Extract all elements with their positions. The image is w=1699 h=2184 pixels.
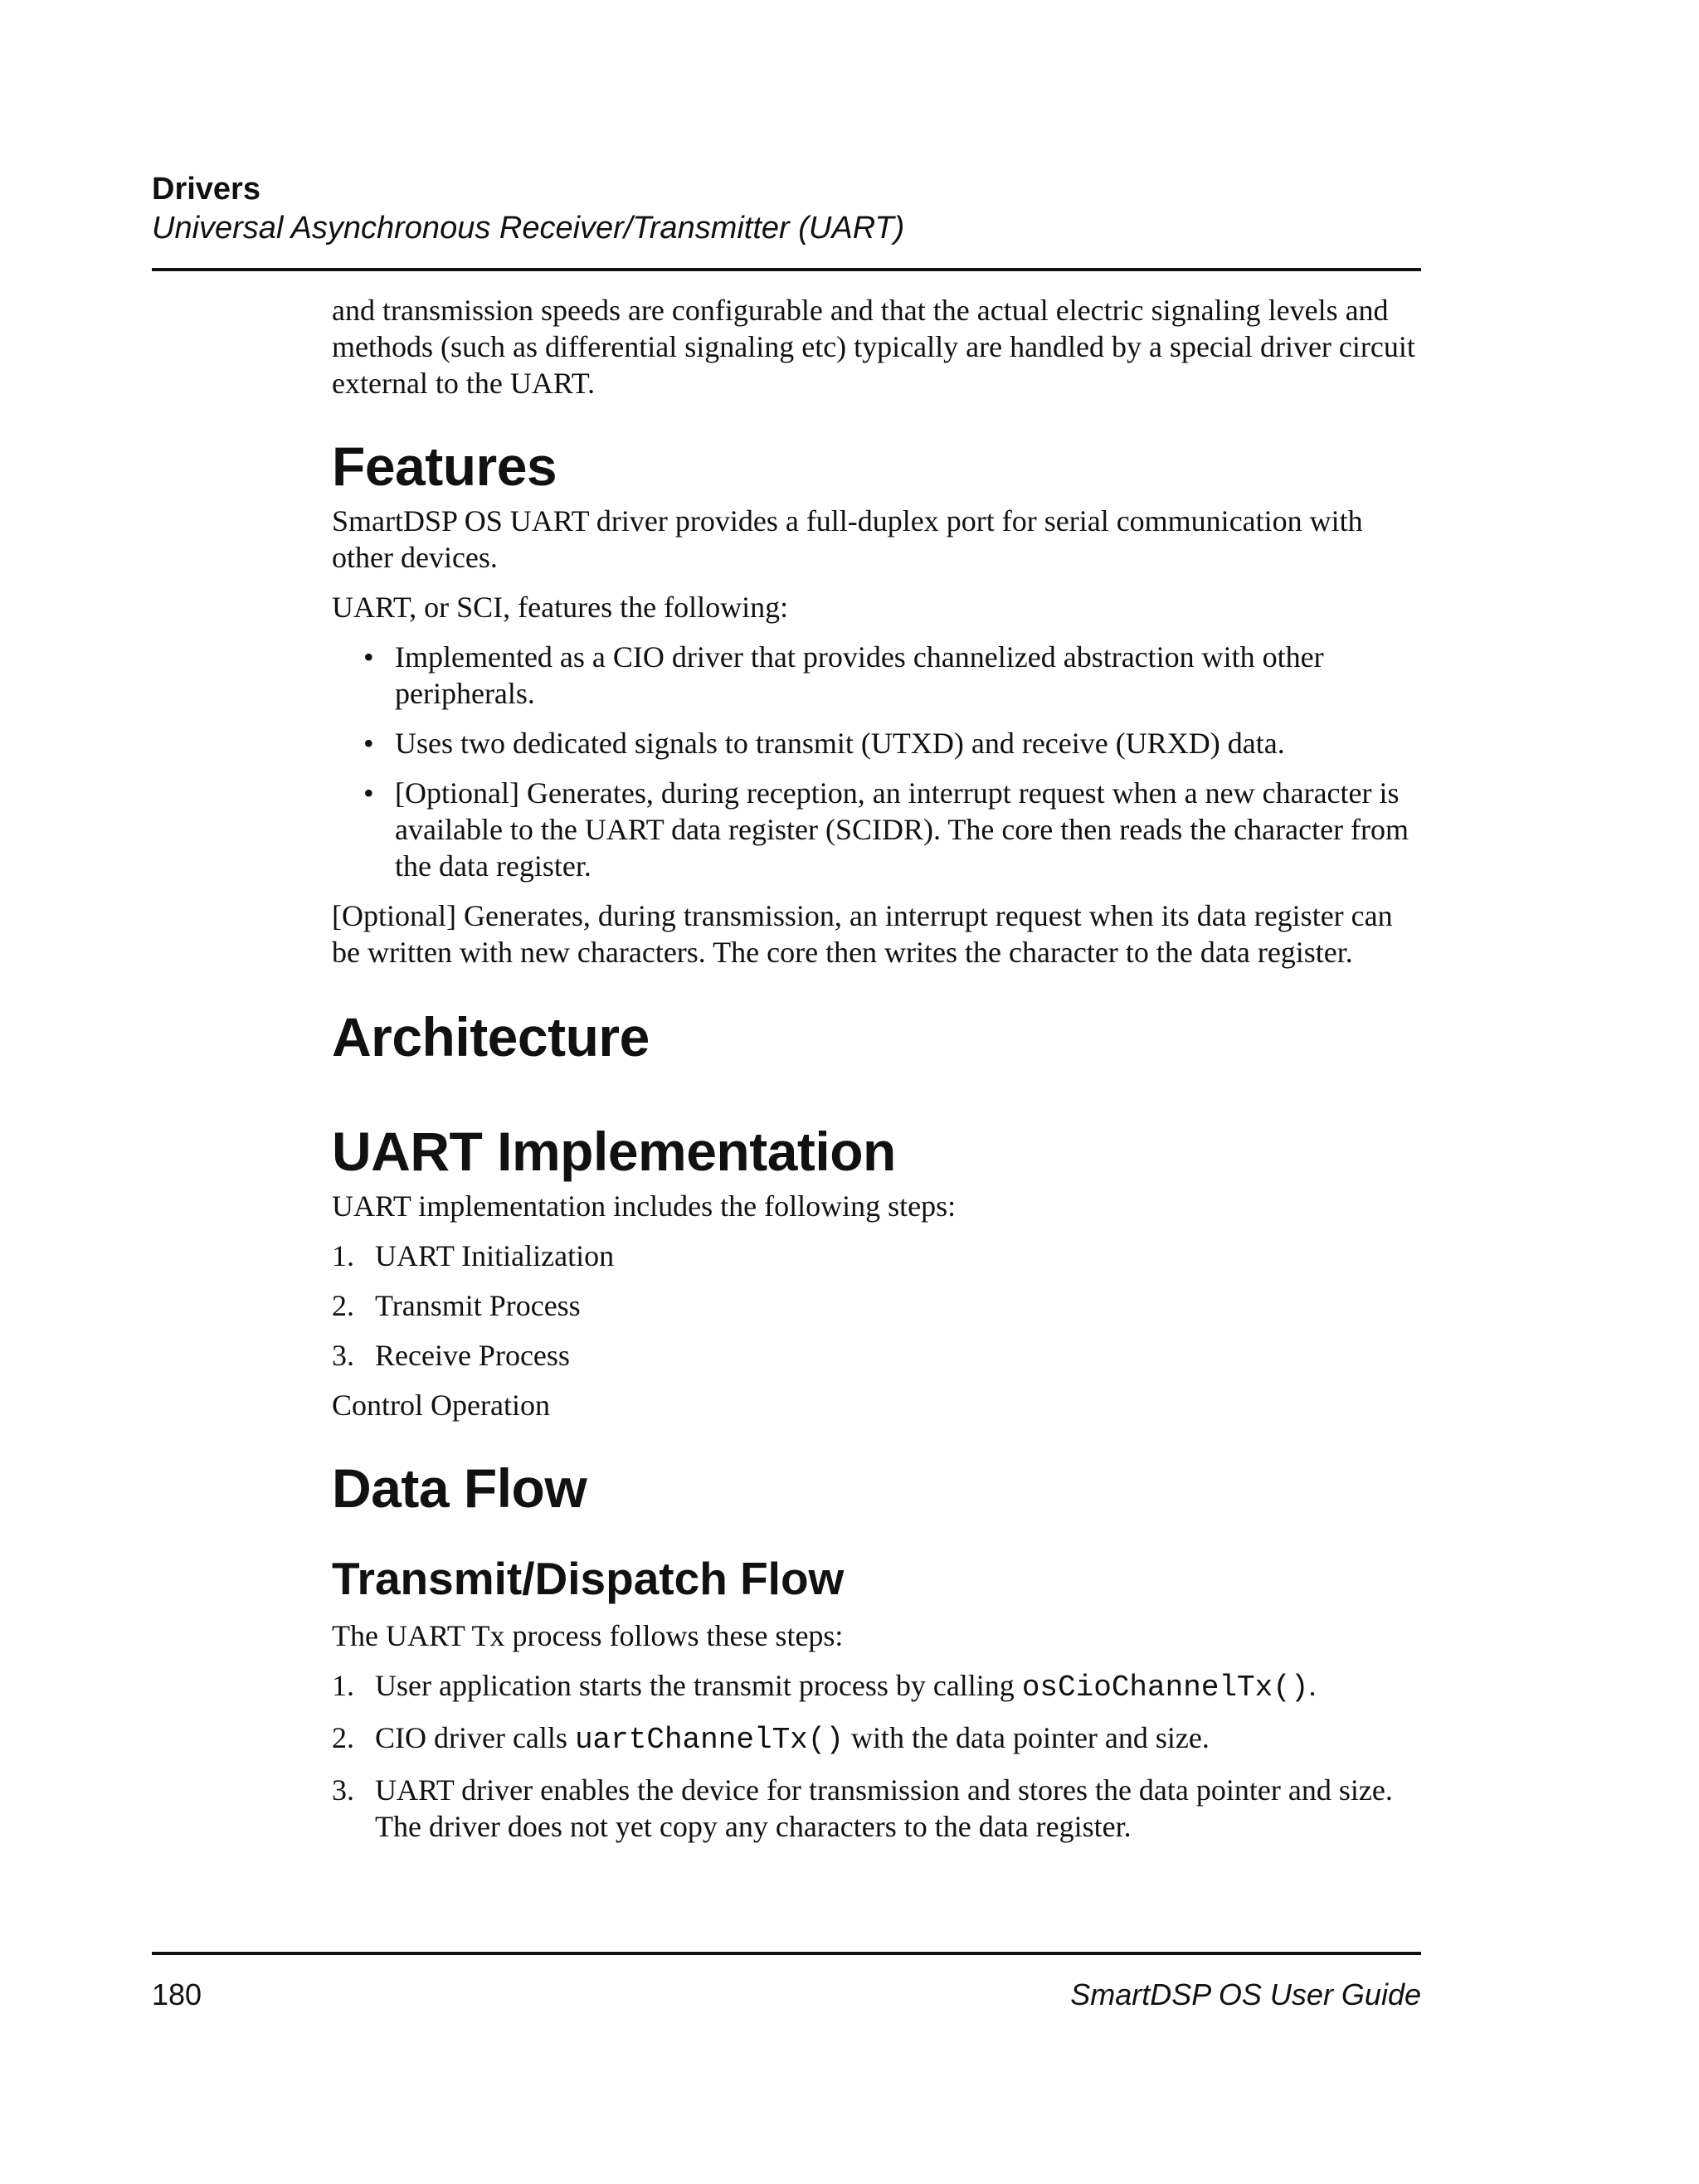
bullet-icon: •	[363, 727, 374, 760]
step-number: 3.	[332, 1773, 354, 1807]
features-paragraph-2: UART, or SCI, features the following:	[332, 591, 789, 624]
bullet-text: [Optional] Generates, during reception, an interrupt request when a new character is available to the UART data register (SCIDR). The core then reads the character from the data register.	[395, 776, 1409, 883]
body-column	[332, 292, 1427, 1845]
page-number: 180	[152, 1977, 202, 2011]
architecture-heading: Architecture	[332, 1006, 650, 1068]
list-item	[332, 1287, 1427, 1324]
guide-title: SmartDSP OS User Guide	[1070, 1977, 1421, 2011]
bullet-icon: •	[363, 776, 374, 810]
bullet-text: Uses two dedicated signals to transmit (UTXD) and receive (URXD) data.	[395, 727, 1285, 760]
list-item	[332, 1667, 1427, 1706]
step-text: User application starts the transmit process by calling	[375, 1669, 1022, 1702]
function-name-code: osCioChannelTx()	[1021, 1671, 1309, 1705]
step-number: 2.	[332, 1289, 354, 1322]
step-text-end: with the data pointer and size.	[844, 1721, 1210, 1754]
transmit-dispatch-flow-heading: Transmit/Dispatch Flow	[332, 1553, 845, 1604]
step-text: Transmit Process	[375, 1289, 581, 1322]
list-item	[332, 1719, 1427, 1758]
section-title: Universal Asynchronous Receiver/Transmitter (UART)	[152, 211, 905, 246]
transmit-flow-steps	[332, 1667, 1427, 1845]
uart-implementation-heading: UART Implementation	[332, 1121, 896, 1182]
chapter-title: Drivers	[152, 172, 260, 207]
list-item	[332, 1337, 1427, 1374]
step-number: 1.	[332, 1239, 354, 1272]
uart-implementation-intro: UART implementation includes the following steps:	[332, 1189, 957, 1223]
footer-rule	[152, 1952, 1421, 1955]
running-header	[152, 170, 1421, 248]
step-text: Receive Process	[375, 1339, 570, 1372]
features-bullet-list	[332, 639, 1427, 884]
features-heading: Features	[332, 435, 557, 497]
function-name-code: uartChannelTx()	[574, 1723, 844, 1757]
step-number: 1.	[332, 1669, 354, 1702]
step-text: CIO driver calls	[375, 1721, 575, 1754]
bullet-text: Implemented as a CIO driver that provides channelized abstraction with other peripherals.	[395, 640, 1324, 710]
features-paragraph-1: SmartDSP OS UART driver provides a full-duplex port for serial communication with other devices.	[332, 504, 1363, 574]
header-rule	[152, 268, 1421, 271]
list-item	[332, 1238, 1427, 1274]
transmit-flow-intro: The UART Tx process follows these steps:	[332, 1619, 844, 1652]
uart-implementation-steps	[332, 1238, 1427, 1374]
step-number: 3.	[332, 1339, 354, 1372]
step-text: UART Initialization	[375, 1239, 615, 1272]
step-text: UART driver enables the device for transmission and stores the data pointer and size. The driver does not yet copy any characters to the data register.	[375, 1773, 1393, 1843]
step-text-end: .	[1308, 1669, 1317, 1702]
list-item	[332, 1772, 1427, 1845]
features-paragraph-3: [Optional] Generates, during transmission, an interrupt request when its data register can be written with new characters. The core then writes the character to the data register.	[332, 899, 1393, 969]
list-item	[332, 639, 1427, 712]
control-operation-text: Control Operation	[332, 1389, 550, 1422]
bullet-icon: •	[363, 640, 374, 674]
intro-paragraph: and transmission speeds are configurable and that the actual electric signaling levels and methods (such as differential signaling etc) typically are handled by a special driver circuit external to the UART.	[332, 294, 1415, 400]
list-item	[332, 775, 1427, 884]
data-flow-heading: Data Flow	[332, 1457, 587, 1519]
list-item	[332, 725, 1427, 761]
step-number: 2.	[332, 1721, 354, 1754]
